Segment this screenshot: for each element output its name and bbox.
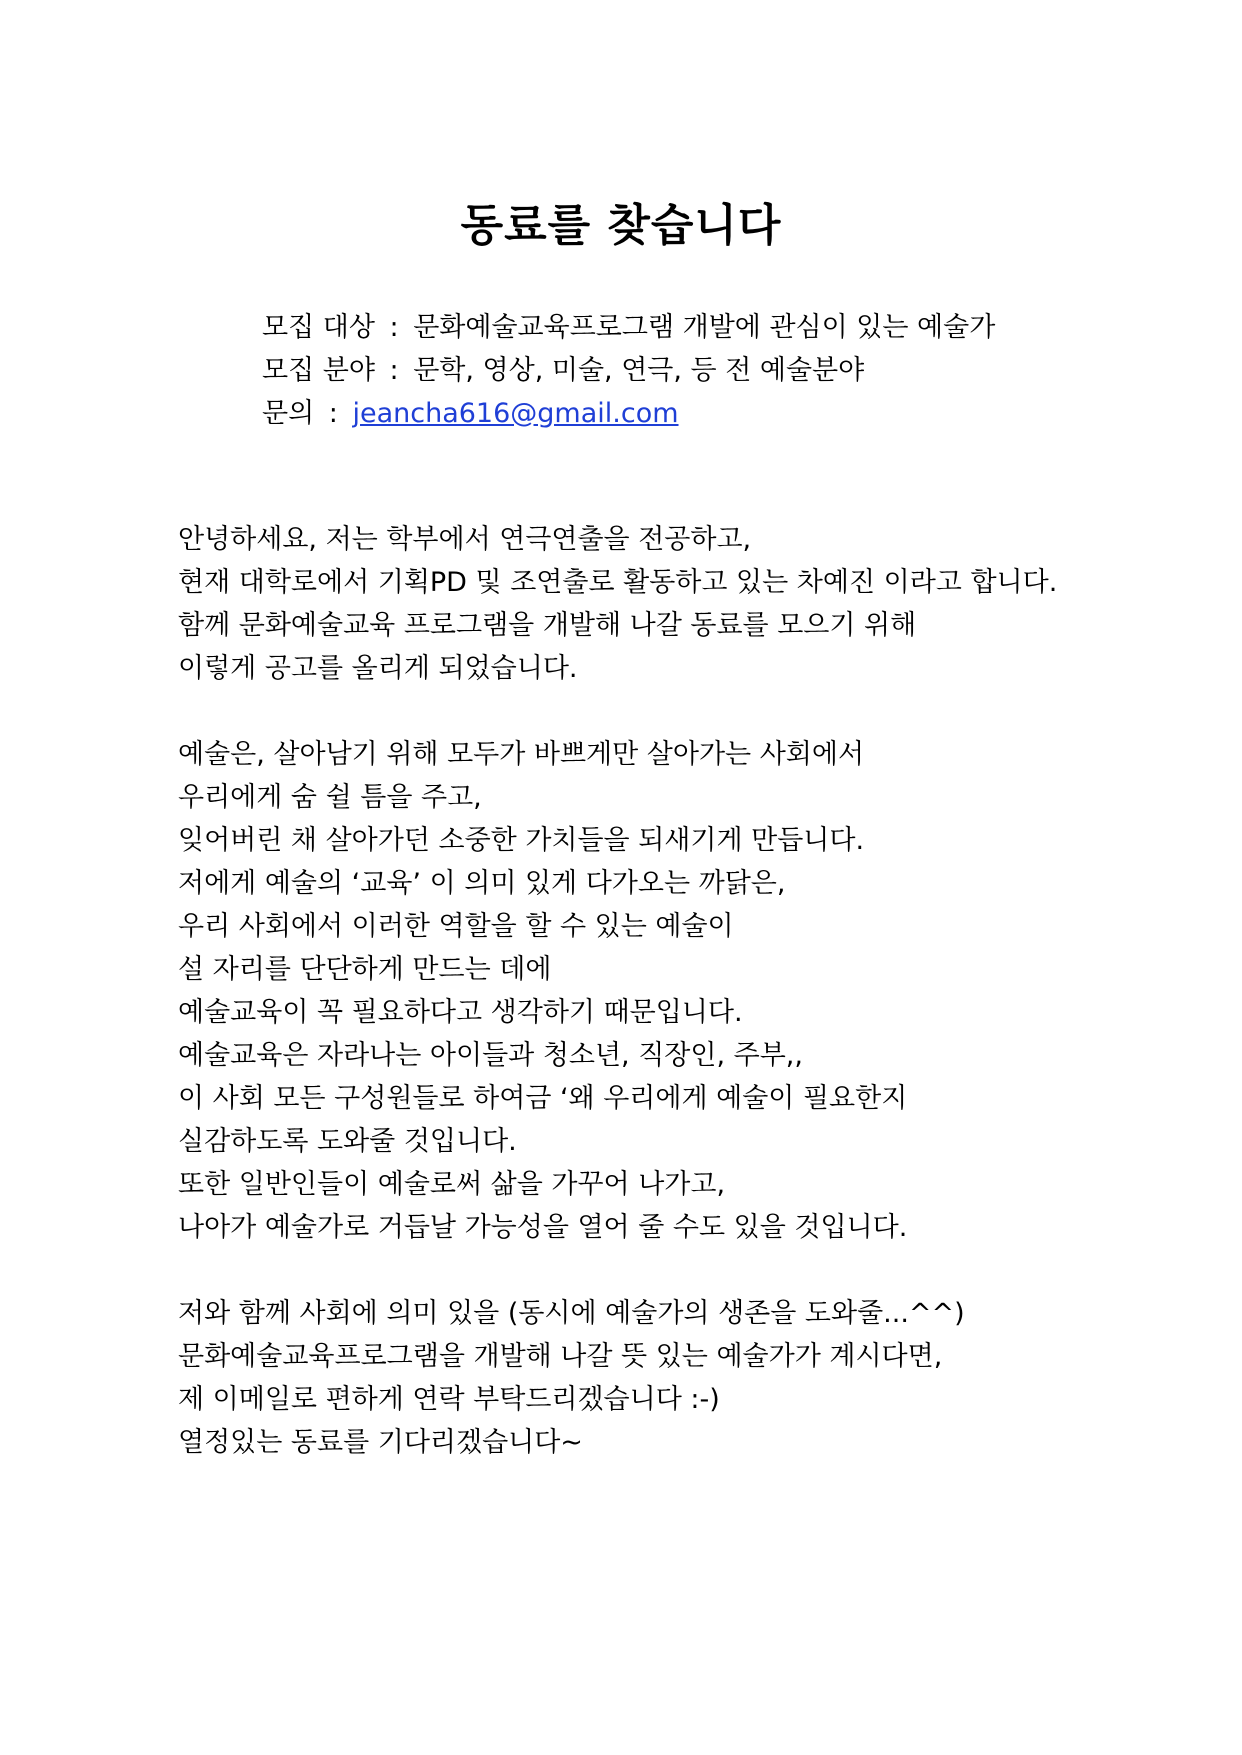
body-text [178, 518, 1178, 1507]
body-line: 열정있는 동료를 기다리겠습니다~ [178, 1427, 583, 1458]
body-line: 나아가 예술가로 거듭날 가능성을 열어 줄 수도 있을 것입니다. [178, 1212, 908, 1243]
body-line: 이 사회 모든 구성원들로 하여금 ‘왜 우리에게 예술이 필요한지 [178, 1083, 908, 1114]
info-value: 문화예술교육프로그램 개발에 관심이 있는 예술가 [413, 312, 996, 343]
body-line: 함께 문화예술교육 프로그램을 개발해 나갈 동료를 모으기 위해 [178, 610, 917, 641]
body-line: 예술은, 살아남기 위해 모두가 바쁘게만 살아가는 사회에서 [178, 739, 865, 770]
body-line: 우리에게 숨 쉴 틈을 주고, [178, 782, 482, 813]
body-line: 저에게 예술의 ‘교육’ 이 의미 있게 다가오는 까닭은, [178, 868, 786, 899]
info-separator: : [328, 398, 338, 429]
body-line: 우리 사회에서 이러한 역할을 할 수 있는 예술이 [178, 911, 734, 942]
info-contact [262, 392, 1162, 435]
body-line: 실감하도록 도와줄 것입니다. [178, 1126, 517, 1157]
info-separator: : [389, 355, 399, 386]
info-label: 모집 분야 [262, 355, 375, 386]
body-line: 저와 함께 사회에 의미 있을 (동시에 예술가의 생존을 도와줄...^^) [178, 1298, 965, 1329]
body-line: 이렇게 공고를 올리게 되었습니다. [178, 653, 578, 684]
body-line: 설 자리를 단단하게 만드는 데에 [178, 954, 552, 985]
page-title: 동료를 찾습니다 [460, 200, 782, 251]
info-field [262, 349, 1162, 392]
body-line: 또한 일반인들이 예술로써 삶을 가꾸어 나가고, [178, 1169, 726, 1200]
paragraph-invitation [178, 1292, 1178, 1464]
paragraph-intro [178, 518, 1178, 690]
body-line: 예술교육이 꼭 필요하다고 생각하기 때문입니다. [178, 997, 743, 1028]
info-label: 문의 [262, 398, 315, 429]
email-link[interactable]: jeancha616@gmail.com [352, 398, 679, 429]
paragraph-art-education [178, 733, 1178, 1249]
info-separator: : [389, 312, 399, 343]
body-line: 잊어버린 채 살아가던 소중한 가치들을 되새기게 만듭니다. [178, 825, 865, 856]
body-line: 안녕하세요, 저는 학부에서 연극연출을 전공하고, [178, 524, 752, 555]
body-line: 현재 대학로에서 기획PD 및 조연출로 활동하고 있는 차예진 이라고 합니다. [178, 567, 1058, 598]
body-line: 제 이메일로 편하게 연락 부탁드리겠습니다 :-) [178, 1384, 720, 1415]
info-target [262, 306, 1162, 349]
body-line: 예술교육은 자라나는 아이들과 청소년, 직장인, 주부,, [178, 1040, 803, 1071]
info-value: 문학, 영상, 미술, 연극, 등 전 예술분야 [413, 355, 865, 386]
body-line: 문화예술교육프로그램을 개발해 나갈 뜻 있는 예술가가 계시다면, [178, 1341, 943, 1372]
info-block [262, 306, 1162, 435]
info-label: 모집 대상 [262, 312, 375, 343]
